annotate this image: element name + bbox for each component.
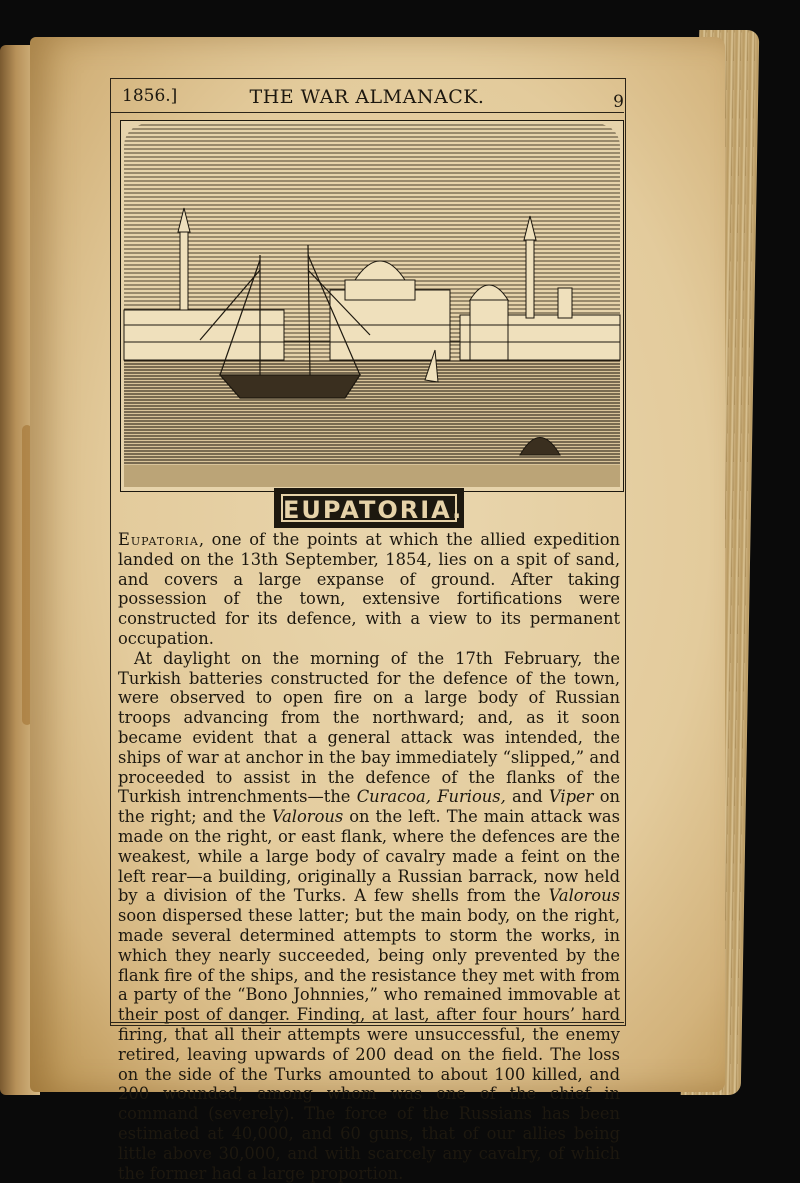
header-title: THE WAR ALMANACK. [249, 86, 485, 108]
article-body [118, 530, 620, 1183]
bottom-rule [110, 1022, 624, 1023]
paragraph-2-text-b: and [505, 787, 549, 807]
running-header [110, 78, 624, 112]
ship-name-viper: Viper [548, 787, 594, 807]
illustration-caption: EUPATORIA. [283, 496, 464, 524]
ship-names-a: Curacoa, Furious, [356, 787, 506, 807]
header-rule [110, 112, 624, 113]
paragraph-2 [118, 649, 620, 1183]
paragraph-1 [118, 530, 620, 649]
paragraph-2-text-d: on the left. The main attack was made on the right, or east flank, where the defences are the weakest, while a large body of cavalry made a feint on the left rear—a building, originally a Russian barrack, now held by a division of the Turks. A few shells from the [118, 807, 620, 906]
paragraph-2-text-e: soon dispersed these latter; but the main body, on the right, made several determined attempts to storm the works, in which they nearly succeeded, being only prevented by the flank fire of the ships, and the resistance they met with from a party of the “Bono Johnnies,” who remained immovable at their post of danger. Finding, at last, after four hours’ hard firing, that all their attempts were unsuccessful, the enemy retired, leaving upwards of 200 dead on the field. The loss on the side of the Turks amounted to about 100 killed, and 200 wounded, among whom was one of the chief in command (severely). The force of the Russians has been estimated at 40,000, and 60 guns, that of our allies being little above 30,000, and with scarcely any cavalry, of which the former had a large proportion. [118, 906, 620, 1183]
lead-word: Eupatoria [118, 530, 199, 549]
header-year: 1856.] [122, 86, 178, 106]
paragraph-2-text-c: on the right; and the [118, 787, 620, 827]
paragraph-1-text: , one of the points at which the allied expedition landed on the 13th September, 1854, lies on a spit of sand, and covers a large expanse of ground. After taking possession of the town, extensive fortifications were constructed for its defence, with a view to its permanent occupation. [118, 530, 620, 648]
ship-name-valorous-2: Valorous [548, 886, 620, 906]
eupatoria-engraving [120, 120, 624, 492]
page-number: 9 [613, 92, 624, 112]
paragraph-2-text-a: At daylight on the morning of the 17th February, the Turkish batteries constructed for the defence of the town, were observed to open fire on a large body of Russian troops advancing from the northward; and, as it soon became evident that a general attack was intended, the ships of war at anchor in the bay immediately “slipped,” and proceeded to assist in the defence of the flanks of the Turkish intrenchments—the [118, 648, 620, 807]
ship-name-valorous-1: Valorous [271, 807, 344, 827]
illustration-caption-plate [274, 488, 464, 528]
